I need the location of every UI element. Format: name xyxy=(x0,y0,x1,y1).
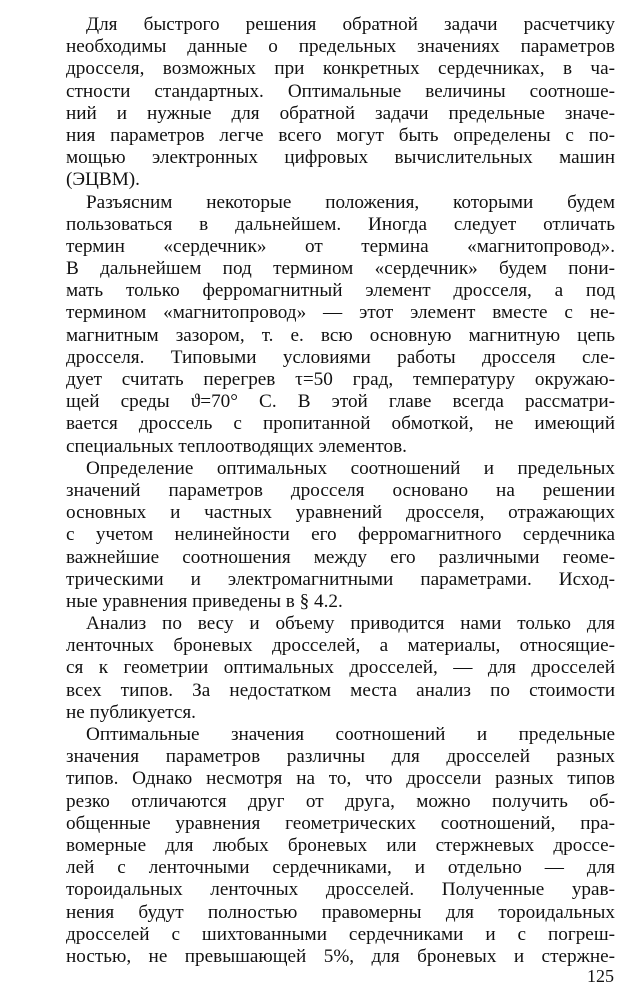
text-line: вомерные для любых броневых или стержневых дроссе- xyxy=(66,834,615,856)
text-line: основных и частных уравнений дросселя, отражающих xyxy=(66,502,615,524)
text-line: не публикуется. xyxy=(66,701,196,723)
text-line: всех типов. За недостатком места анализ по стоимости xyxy=(66,679,615,701)
text-line: резко отличаются друг от друга, можно получить об- xyxy=(66,790,615,812)
text-line: мать только ферромагнитный элемент дросселя, а под xyxy=(66,280,615,302)
text-line: термином «магнитопровод» — этот элемент вместе с не- xyxy=(66,302,615,324)
text-line: значения параметров различны для дросселей разных xyxy=(66,746,615,768)
text-line: ния параметров легче всего могут быть определены с по- xyxy=(66,124,615,146)
text-line: Определение оптимальных соотношений и предельных xyxy=(86,457,615,479)
text-line: (ЭЦВМ). xyxy=(66,169,140,191)
text-line: тороидальных ленточных дросселей. Полученные урав- xyxy=(66,879,615,901)
text-line: В дальнейшем под термином «сердечник» будем пони- xyxy=(66,258,615,280)
text-line: дросселя. Типовыми условиями работы дросселя сле- xyxy=(66,346,615,368)
text-line: термин «сердечник» от термина «магнитопровод». xyxy=(66,235,615,257)
text-line: Анализ по весу и объему приводится нами только для xyxy=(86,613,615,635)
page-number: 125 xyxy=(587,966,614,986)
text-line: трическими и электромагнитными параметрами. Исход- xyxy=(66,568,615,590)
text-line: значений параметров дросселя основано на решении xyxy=(66,479,615,501)
text-line: нения будут полностью правомерны для тороидальных xyxy=(66,901,615,923)
text-line: вается дроссель с пропитанной обмоткой, не имеющий xyxy=(66,413,615,435)
text-line: ленточных броневых дросселей, а материалы, относящие- xyxy=(66,635,615,657)
text-line: важнейшие соотношения между его различными геоме- xyxy=(66,546,615,568)
text-line: лей с ленточными сердечниками, и отдельно — для xyxy=(66,857,615,879)
paragraph xyxy=(66,14,615,192)
paragraph xyxy=(66,458,615,613)
text-line: дросселей с шихтованными сердечниками и с погреш- xyxy=(66,923,615,945)
text-line: стности стандартных. Оптимальные величины соотноше- xyxy=(66,80,615,102)
text-line: дросселя, возможных при конкретных сердечниках, в ча- xyxy=(66,58,615,80)
text-line: пользоваться в дальнейшем. Иногда следует отличать xyxy=(66,213,615,235)
text-line: типов. Однако несмотря на то, что дроссели разных типов xyxy=(66,768,615,790)
text-line: дует считать перегрев τ=50 град, температуру окружаю- xyxy=(66,369,615,390)
text-line: специальных теплоотводящих элементов. xyxy=(66,435,407,457)
text-line: щей среды ϑ=70° С. В этой главе всегда рассматри- xyxy=(66,391,615,413)
text-line: Оптимальные значения соотношений и предельные xyxy=(86,724,615,745)
text-line: магнитным зазором, т. е. всю основную магнитную цепь xyxy=(66,324,615,346)
text-line: общенные уравнения геометрических соотношений, пра- xyxy=(66,812,615,834)
text-line: Разъясним некоторые положения, которыми будем xyxy=(86,191,615,213)
text-line: ностью, не превышающей 5%, для броневых и стержне- xyxy=(66,945,615,967)
text-line: Для быстрого решения обратной задачи расчетчику xyxy=(86,14,615,35)
text-line: мощью электронных цифровых вычислительных машин xyxy=(66,147,615,169)
paragraph xyxy=(66,192,615,458)
page-body xyxy=(66,14,615,968)
text-line: с учетом нелинейности его ферромагнитного сердечника xyxy=(66,524,615,546)
text-line: необходимы данные о предельных значениях параметров xyxy=(66,36,615,58)
paragraph xyxy=(66,724,615,968)
text-line: ся к геометрии оптимальных дросселей, — для дросселей xyxy=(66,657,615,679)
text-line: ные уравнения приведены в § 4.2. xyxy=(66,590,343,612)
paragraph xyxy=(66,613,615,724)
text-line: ний и нужные для обратной задачи предельные значе- xyxy=(66,102,615,124)
